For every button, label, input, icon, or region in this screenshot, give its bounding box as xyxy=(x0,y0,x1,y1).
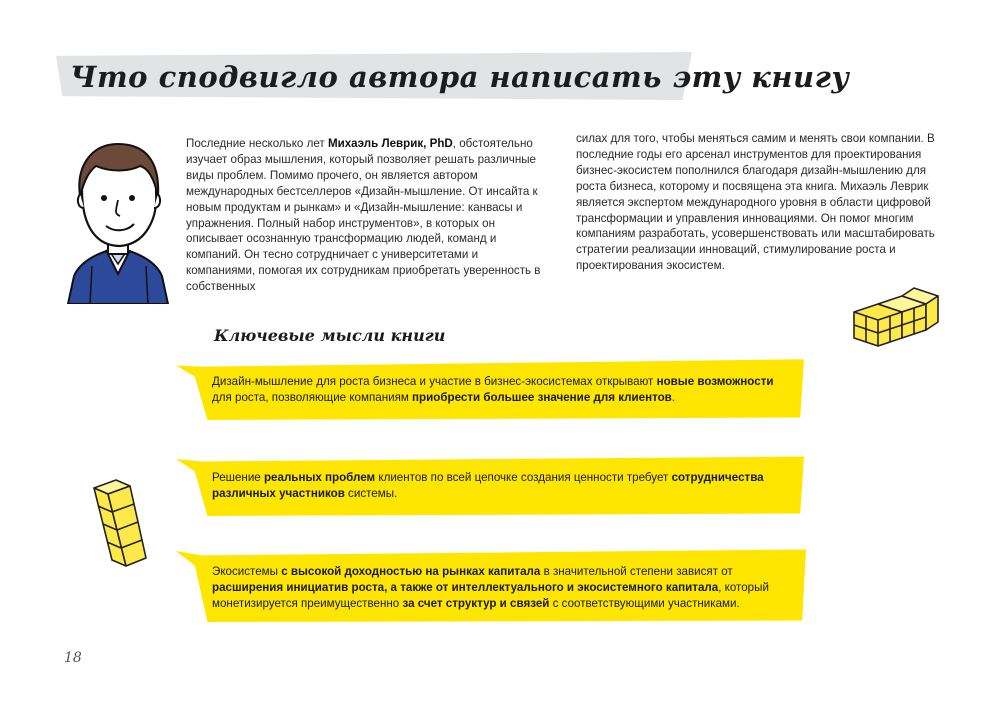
body-text: с соответствующими участниками. xyxy=(549,597,740,610)
emphasis-text: с высокой доходностью на рынках капитала xyxy=(281,565,541,578)
key-ideas-heading: Ключевые мысли книги xyxy=(214,326,446,345)
cube-stack-icon xyxy=(848,282,944,348)
body-text: системы. xyxy=(344,487,398,500)
emphasis-text: сотрудничества различных участников xyxy=(212,471,764,500)
key-idea-note-2 xyxy=(176,454,804,516)
author-bio-right-column xyxy=(576,131,942,274)
body-text: , обстоятельно изучает образ мышления, который позволяет решать различные виды проблем. Помимо прочего, он является автором международных бестселлеров «Дизайн-мышление. От инсайта к новым продуктам и рынкам» и «Дизайн-мышление: канвасы и упражнения. Полный набор инструментов», в которых он описывает осознанную трансформацию людей, команд и компаний. Он тесно сотрудничает с университетами и компаниями, помогая их сотрудникам приобретать уверенность в собственных xyxy=(186,137,541,294)
emphasis-text: приобрести большее значение для клиентов xyxy=(412,391,672,404)
key-idea-text xyxy=(212,564,788,612)
emphasis-text: реальных проблем xyxy=(263,471,376,484)
emphasis-text: за счет структур и связей xyxy=(402,597,550,610)
body-text: Экосистемы xyxy=(212,565,282,578)
cube-column-icon xyxy=(90,476,150,572)
key-idea-text xyxy=(212,374,786,406)
author-portrait xyxy=(66,138,170,304)
key-idea-note-3 xyxy=(176,548,806,622)
emphasis-text: расширения инициатив роста, а также от интеллектуального и экосистемного капитала xyxy=(212,581,719,594)
body-text: Дизайн-мышление для роста бизнеса и участие в бизнес-экосистемах открывают xyxy=(212,375,657,388)
emphasis-text: Михаэль Леврик, PhD xyxy=(327,137,453,150)
bio-right-text: силах для того, чтобы меняться самим и менять свои компании. В последние годы его арсенал инструментов для проектирования бизнес-экосистем пополнился благодаря дизайн-мышлению для роста бизнеса, которому и посвящена эта книга. Михаэль Леврик является экспертом международного уровня в области цифровой трансформации и управления инновациями. Он помог многим компаниям разработать, усовершенствовать или масштабировать стратегии реализации инноваций, стимулирование роста и проектирования экосистем. xyxy=(576,132,935,273)
emphasis-text: новые возможности xyxy=(656,375,774,388)
body-text: Последние несколько лет xyxy=(186,137,328,150)
body-text: в значительной степени зависят от xyxy=(540,565,733,578)
body-text: для роста, позволяющие компаниям xyxy=(212,391,413,404)
page-title: Что сподвигло автора написать эту книгу xyxy=(70,60,850,94)
key-idea-text xyxy=(212,470,786,502)
body-text: . xyxy=(671,391,676,404)
key-idea-note-1 xyxy=(176,358,804,420)
body-text: , который монетизируется преимущественно xyxy=(212,581,769,610)
author-bio-left-column xyxy=(186,136,546,295)
body-text: клиентов по всей цепочке создания ценности требует xyxy=(375,471,672,484)
body-text: Решение xyxy=(212,471,264,484)
page-number: 18 xyxy=(64,650,82,666)
